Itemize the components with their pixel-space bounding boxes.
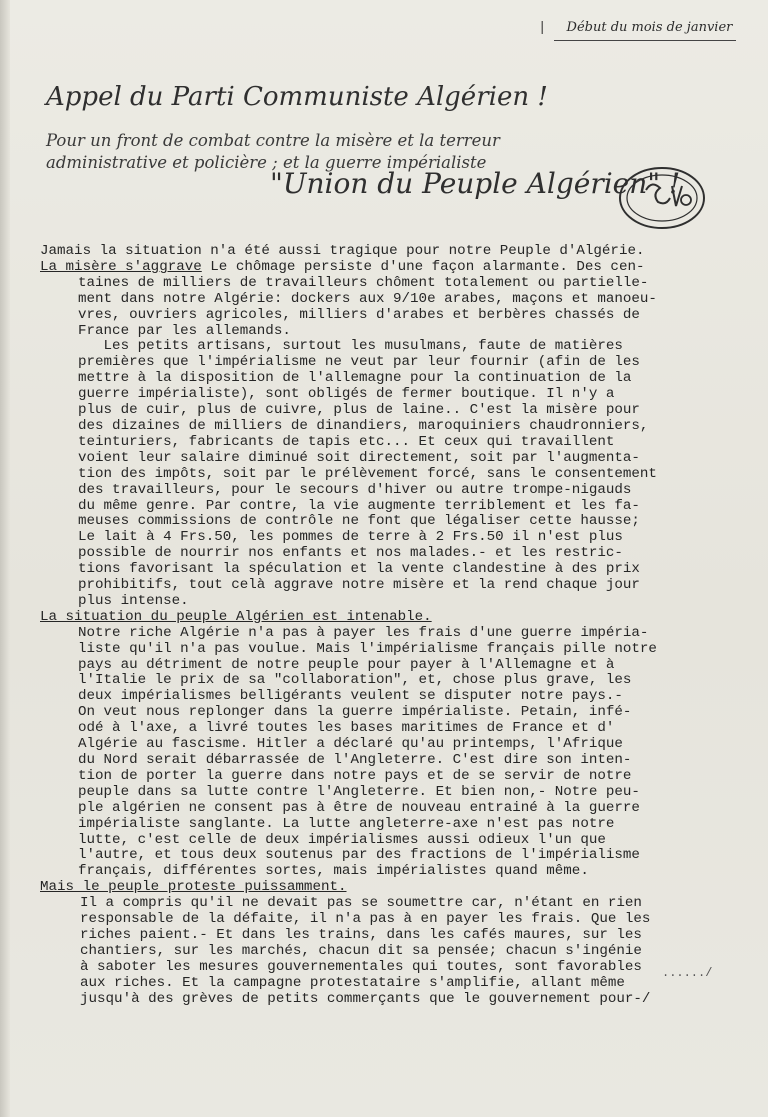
section1-line: voient leur salaire diminué soit directement, soit par l'augmenta- bbox=[78, 449, 640, 466]
section1-line: plus de cuir, plus de cuivre, plus de laine.. C'est la misère pour bbox=[78, 402, 640, 419]
section3-line: responsable de la défaite, il n'a pas à en payer les frais. Que les bbox=[80, 911, 651, 928]
section2-heading: La situation du peuple Algérien est intenable. bbox=[40, 608, 432, 625]
section2-line: lutte, c'est celle de deux impérialismes aussi odieux l'un que bbox=[78, 831, 606, 848]
paper-fold-shadow bbox=[0, 0, 10, 1117]
continuation-mark: ....../ bbox=[662, 966, 713, 980]
section2-line: l'autre, et tous deux soutenus par des fractions de l'impérialisme bbox=[78, 847, 640, 864]
section2-line: Notre riche Algérie n'a pas à payer les frais d'une guerre impéria- bbox=[78, 624, 649, 641]
section3-line: à saboter les mesures gouvernementales qui toutes, sont favorables bbox=[80, 958, 642, 975]
section2-line: l'Italie le prix de sa "collaboration", et, chose plus grave, les bbox=[78, 672, 632, 689]
section3-line: chantiers, sur les marchés, chacun dit sa pensée; chacun s'ingénie bbox=[80, 942, 642, 959]
section2-line: On veut nous replonger dans la guerre impérialiste. Petain, infé- bbox=[78, 704, 632, 721]
section1-line: prohibitifs, tout celà aggrave notre misère et la rend chaque jour bbox=[78, 577, 640, 594]
section1-heading-rest: Le chômage persiste d'une façon alarmante. Des cen- bbox=[201, 258, 645, 275]
section2-line: deux impérialismes belligérants veulent se disputer notre pays.- bbox=[78, 688, 623, 705]
section1-line: des dizaines de milliers de dinandiers, maroquiniers chaudronniers, bbox=[78, 417, 649, 434]
archive-stamp-icon bbox=[616, 160, 706, 230]
section2-line: ple algérien ne consent pas à être de nouveau entrainé à la guerre bbox=[78, 799, 640, 816]
headline-slogan: "Union du Peuple Algérien" ! bbox=[270, 167, 681, 200]
section1-line: ment dans notre Algérie: dockers aux 9/10e arabes, maçons et manoeu- bbox=[78, 290, 657, 307]
handwritten-margin-note bbox=[540, 20, 732, 35]
section1-line: du même genre. Par contre, la vie augmente terriblement et les fa- bbox=[78, 497, 640, 514]
section2-line: impérialiste sanglante. La lutte angleterre-axe n'est pas notre bbox=[78, 815, 615, 832]
section1-lead: Jamais la situation n'a été aussi tragique pour notre Peuple d'Algérie. bbox=[40, 243, 645, 259]
section2-line: français, différentes sortes, mais impérialistes quand même. bbox=[78, 863, 589, 880]
section1-line: plus intense. bbox=[78, 592, 189, 609]
section1-heading-line bbox=[40, 260, 720, 276]
section1-line: premières que l'impérialisme ne veut par leur fournir (afin de les bbox=[78, 354, 640, 371]
typewritten-body bbox=[40, 244, 720, 1008]
margin-note-underline bbox=[554, 40, 736, 41]
section2-line: tion de porter la guerre dans notre pays et de se servir de notre bbox=[78, 767, 632, 784]
section3-line: jusqu'à des grèves de petits commerçants que le gouvernement pour-/ bbox=[80, 990, 651, 1007]
section1-line: Les petits artisans, surtout les musulmans, faute de matières bbox=[78, 338, 623, 355]
section2-line: liste qu'il n'a pas voulue. Mais l'impérialisme français pille notre bbox=[78, 640, 657, 657]
section1-line: vres, ouvriers agricoles, milliers d'arabes et berbères chassés de bbox=[78, 306, 640, 323]
section3-line: riches paient.- Et dans les trains, dans les cafés maures, sur les bbox=[80, 926, 642, 943]
section2-line: Algérie au fascisme. Hitler a déclaré qu'au printemps, l'Afrique bbox=[78, 736, 623, 753]
section1-line: des travailleurs, pour le secours d'hiver ou autre trompe-nigauds bbox=[78, 481, 632, 498]
section1-line: guerre impérialiste), sont obligés de fermer boutique. Il n'y a bbox=[78, 386, 615, 403]
document-title: Appel du Parti Communiste Algérien ! bbox=[46, 82, 548, 112]
section1-line: possible de nourrir nos enfants et nos malades.- et les restric- bbox=[78, 545, 623, 562]
subtitle-line-2: administrative et policière ; et la guerre impérialiste bbox=[46, 153, 487, 172]
section1-heading: La misère s'aggrave bbox=[40, 258, 202, 275]
section1-line: Le lait à 4 Frs.50, les pommes de terre à 2 Frs.50 il n'est plus bbox=[78, 529, 623, 546]
section2-line: odé à l'axe, a livré toutes les bases maritimes de France et d' bbox=[78, 720, 615, 737]
section1-line: teinturiers, fabricants de tapis etc... Et ceux qui travaillent bbox=[78, 433, 615, 450]
section3-line: aux riches. Et la campagne protestataire s'amplifie, allant même bbox=[80, 974, 625, 991]
margin-note-text: Début du mois de janvier bbox=[566, 20, 733, 35]
section2-line: du Nord serait débarrassée de l'Angleterre. C'est dire son inten- bbox=[78, 752, 632, 768]
section1-line: tions favorisant la spéculation et la vente clandestine à des prix bbox=[78, 561, 640, 578]
section1-line: tion des impôts, soit par le prélèvement forcé, sans le consentement bbox=[78, 465, 657, 482]
section1-line: taines de milliers de travailleurs chôment totalement ou partielle- bbox=[78, 274, 649, 291]
subtitle-line-1: Pour un front de combat contre la misère et la terreur bbox=[46, 131, 500, 150]
section3-heading: Mais le peuple proteste puissamment. bbox=[40, 879, 347, 896]
section1-line: meuses commissions de contrôle ne font que légaliser cette hausse; bbox=[78, 513, 640, 530]
section1-line: France par les allemands. bbox=[78, 322, 291, 339]
margin-tick-mark: | bbox=[540, 20, 545, 35]
section2-line: peuple dans sa lutte contre l'Angleterre. Et bien non,- Notre peu- bbox=[78, 783, 640, 800]
section1-line: mettre à la disposition de l'allemagne pour la continuation de la bbox=[78, 370, 632, 387]
section2-line: pays au détriment de notre peuple pour payer à l'Allemagne et à bbox=[78, 656, 615, 673]
section3-line: Il a compris qu'il ne devait pas se soumettre car, n'étant en rien bbox=[80, 895, 642, 912]
